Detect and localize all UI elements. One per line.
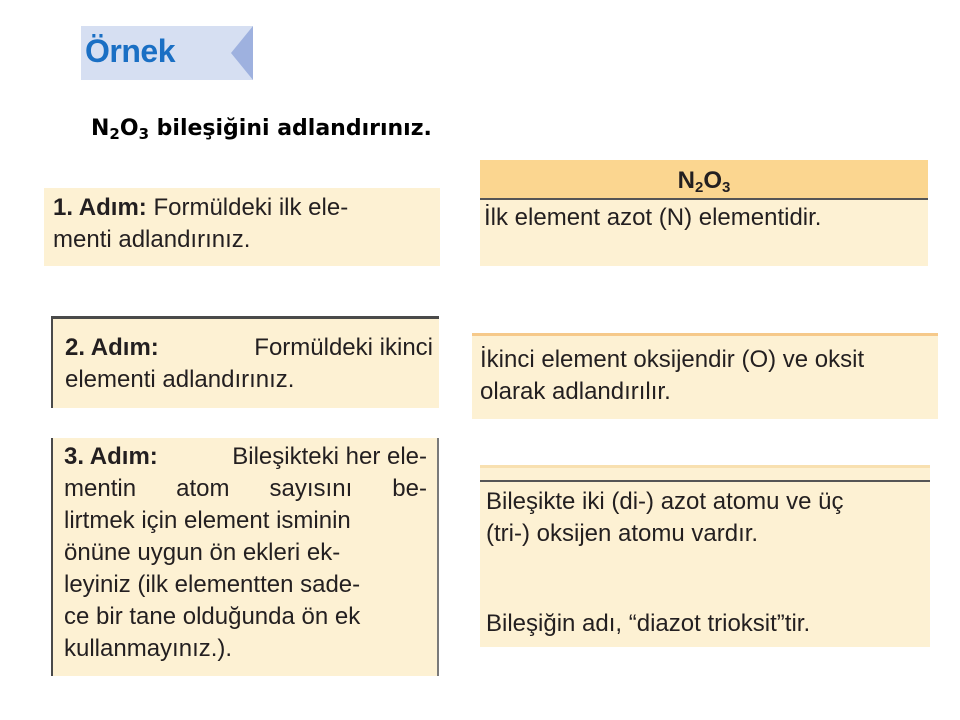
- answer-3-line-2: (tri-) oksijen atomu vardır.: [486, 520, 759, 547]
- step-3-line-7: kullanmayınız.).: [64, 635, 233, 662]
- example-badge-label: Örnek: [85, 33, 175, 69]
- formula-element-n: N: [91, 116, 110, 141]
- header-subscript-o: 3: [722, 179, 731, 196]
- step-3-label: 3. Adım:: [64, 443, 158, 470]
- header-element-n: N: [677, 167, 695, 194]
- answer-formula-header: [480, 160, 928, 200]
- answer-3-final: Bileşiğin adı, “diazot trioksit”tir.: [486, 610, 811, 637]
- answer-3-line-1: Bileşikte iki (di-) azot atomu ve üç: [486, 488, 844, 515]
- formula-element-o: O: [119, 116, 139, 141]
- step-3-box: [51, 438, 439, 676]
- step-3-line-4: önüne uygun ön ekleri ek-: [64, 539, 341, 566]
- formula-subscript-o: 3: [138, 125, 149, 143]
- step-3-line-5: leyiniz (ilk elementten sade-: [64, 571, 361, 598]
- answer-2-line-2: olarak adlandırılır.: [480, 378, 671, 405]
- step-2-text: Formüldeki ikinci: [254, 334, 433, 361]
- answer-1-box: [480, 160, 928, 266]
- step-2-box: [51, 316, 439, 408]
- answer-2-box: [472, 333, 938, 419]
- step-3-line-3: lirtmek için element isminin: [64, 507, 351, 534]
- answer-3-divider: [480, 480, 930, 482]
- step-1-label: 1. Adım:: [53, 194, 147, 221]
- answer-1-text: İlk element azot (N) elementidir.: [484, 204, 822, 231]
- step-3-line-2: mentin atom sayısını be-: [64, 475, 427, 502]
- step-1-box: [44, 188, 440, 266]
- step-3-line-1: Bileşikteki her ele-: [232, 443, 427, 470]
- question-text: bileşiğini adlandırınız.: [149, 116, 432, 141]
- step-2-text-2: elementi adlandırınız.: [65, 366, 295, 393]
- step-1-text-2: menti adlandırınız.: [53, 226, 251, 253]
- step-2-label: 2. Adım:: [65, 334, 159, 361]
- example-badge: [81, 26, 253, 80]
- header-subscript-n: 2: [694, 179, 704, 196]
- step-1-text: Formüldeki ilk ele-: [146, 194, 349, 221]
- arrow-left-icon: [231, 26, 253, 80]
- answer-3-box: [480, 465, 930, 647]
- answer-2-line-1: İkinci element oksijendir (O) ve oksit: [480, 346, 865, 373]
- header-element-o: O: [703, 167, 722, 194]
- question-title: [91, 116, 432, 141]
- step-3-line-6: ce bir tane olduğunda ön ek: [64, 603, 361, 630]
- formula-subscript-n: 2: [109, 125, 120, 143]
